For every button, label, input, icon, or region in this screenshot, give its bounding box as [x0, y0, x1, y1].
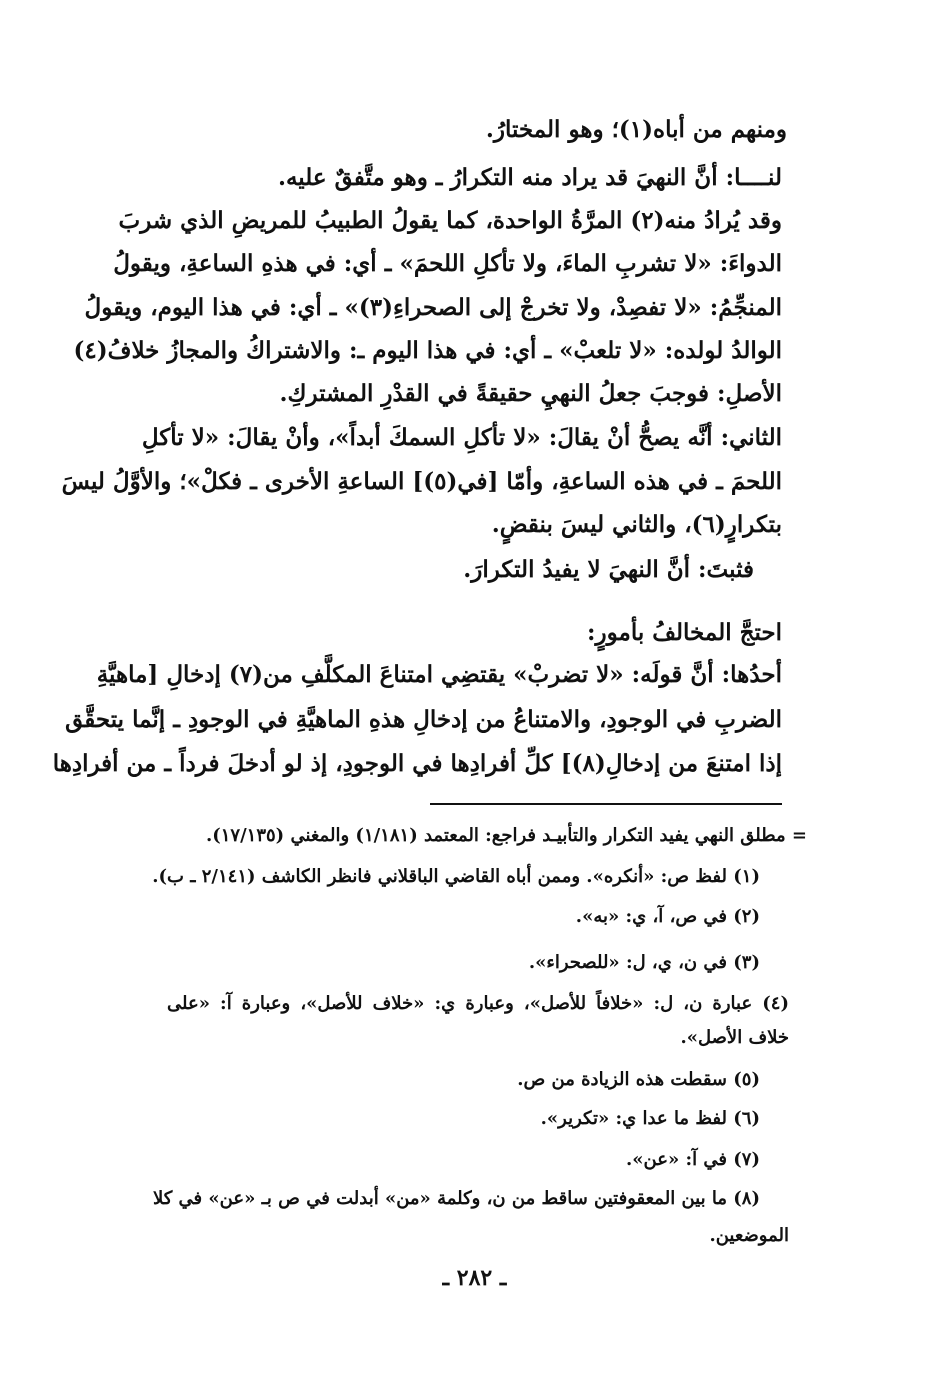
text-line-8: الثاني: أنَّه يصحُّ أنْ يقالَ: «لا تأكلِ السمكَ أبداً»، وأنْ يقالَ: «لا تأكلِ	[141, 424, 782, 451]
text-line-4: الدواءَ: «لا تشربِ الماءَ، ولا تأكلِ اللحمَ» ـ أي: في هذهِ الساعةِ، ويقولُ	[113, 250, 782, 277]
argument-line-2: الضربِ في الوجودِ، والامتناعُ من إدخالِ هذهِ الماهيَّةِ في الوجودِ ـ إنَّما يتحقَّق	[65, 706, 782, 733]
footnote-8-continued: الموضعين.	[709, 1225, 789, 1246]
footnote-continued: = مطلق النهي يفيد التكرار والتأبيـد فراجع: المعتمد (١/١٨١) والمغني (١٧/١٣٥).	[205, 825, 807, 846]
footnote-3: (٣) في ن، ي، ل: «للصحراء».	[528, 952, 760, 973]
argument-line-3: إذا امتنعَ من إدخالِ(٨)] كلِّ أفرادِها في الوجودِ، إذ لو أدخلَ فرداً ـ من أفرادِها	[52, 750, 782, 777]
text-line-7: الأصلِ: فوجبَ جعلُ النهيِ حقيقةً في القدْرِ المشتركِ.	[279, 380, 782, 407]
text-line-11: فثبتَ: أنَّ النهيَ لا يفيدُ التكرارَ.	[463, 556, 754, 583]
text-line-10: بتكرارٍ(٦)، والثاني ليسَ بنقضٍ.	[491, 511, 782, 538]
footnote-separator	[430, 803, 782, 805]
text-line-2: لنــــا: أنَّ النهيَ قد يراد منه التكرارُ ـ وهو متَّفقٌ عليه.	[277, 164, 782, 191]
footnote-7: (٧) في آ: «عن».	[626, 1149, 760, 1170]
argument-line-1: أحدُها: أنَّ قولَه: «لا تضربْ» يقتضِي امتناعَ المكلَّفِ من(٧) إدخالِ [ماهيَّةِ	[96, 661, 782, 688]
text-line-9: اللحمَ ـ في هذه الساعةِ، وأمّا [في(٥)] الساعةِ الأخرى ـ فكلْ»؛ والأوَّلُ ليسَ	[61, 468, 782, 495]
page-number: ـ ٢٨٢ ـ	[442, 1265, 507, 1291]
footnote-1: (١) لفظ ص: «أنكره». وممن أباه القاضي الباقلاني فانظر الكاشف (٢/١٤١ ـ ب).	[152, 866, 760, 887]
footnote-6: (٦) لفظ ما عدا ي: «تكرير».	[540, 1108, 760, 1129]
section-heading: احتجَّ المخالفُ بأمورٍ:	[587, 619, 782, 646]
footnote-4: (٤) عبارة ن، ل: «خلافاً للأصل»، وعبارة ي: «خلاف للأصل»، وعبارة آ: «على	[167, 993, 789, 1014]
footnote-2: (٢) في ص، آ، ي: «به».	[575, 906, 760, 927]
text-line-6: الوالدُ لولده: «لا تلعبْ» ـ أي: في هذا اليوم ـ: والاشتراكُ والمجازُ خلافُ(٤)	[73, 337, 782, 364]
footnote-4-continued: خلاف الأصل».	[680, 1027, 789, 1048]
footnote-8: (٨) ما بين المعقوفتين ساقط من ن، وكلمة «من» أبدلت في ص بـ «عن» في كلا	[152, 1188, 760, 1209]
text-line-5: المنجِّمُ: «لا تفصِدْ، ولا تخرجْ إلى الصحراءِ(٣)» ـ أي: في هذا اليوم، ويقولُ	[84, 294, 782, 321]
footnote-5: (٥) سقطت هذه الزيادة من ص.	[517, 1069, 760, 1090]
text-line-3: وقد يُرادُ منه(٢) المرَّةُ الواحدة، كما يقولُ الطبيبُ للمريضِ الذي شربَ	[118, 207, 782, 234]
text-line-1: ومنهم من أباه(١)؛ وهو المختارُ.	[485, 116, 787, 143]
